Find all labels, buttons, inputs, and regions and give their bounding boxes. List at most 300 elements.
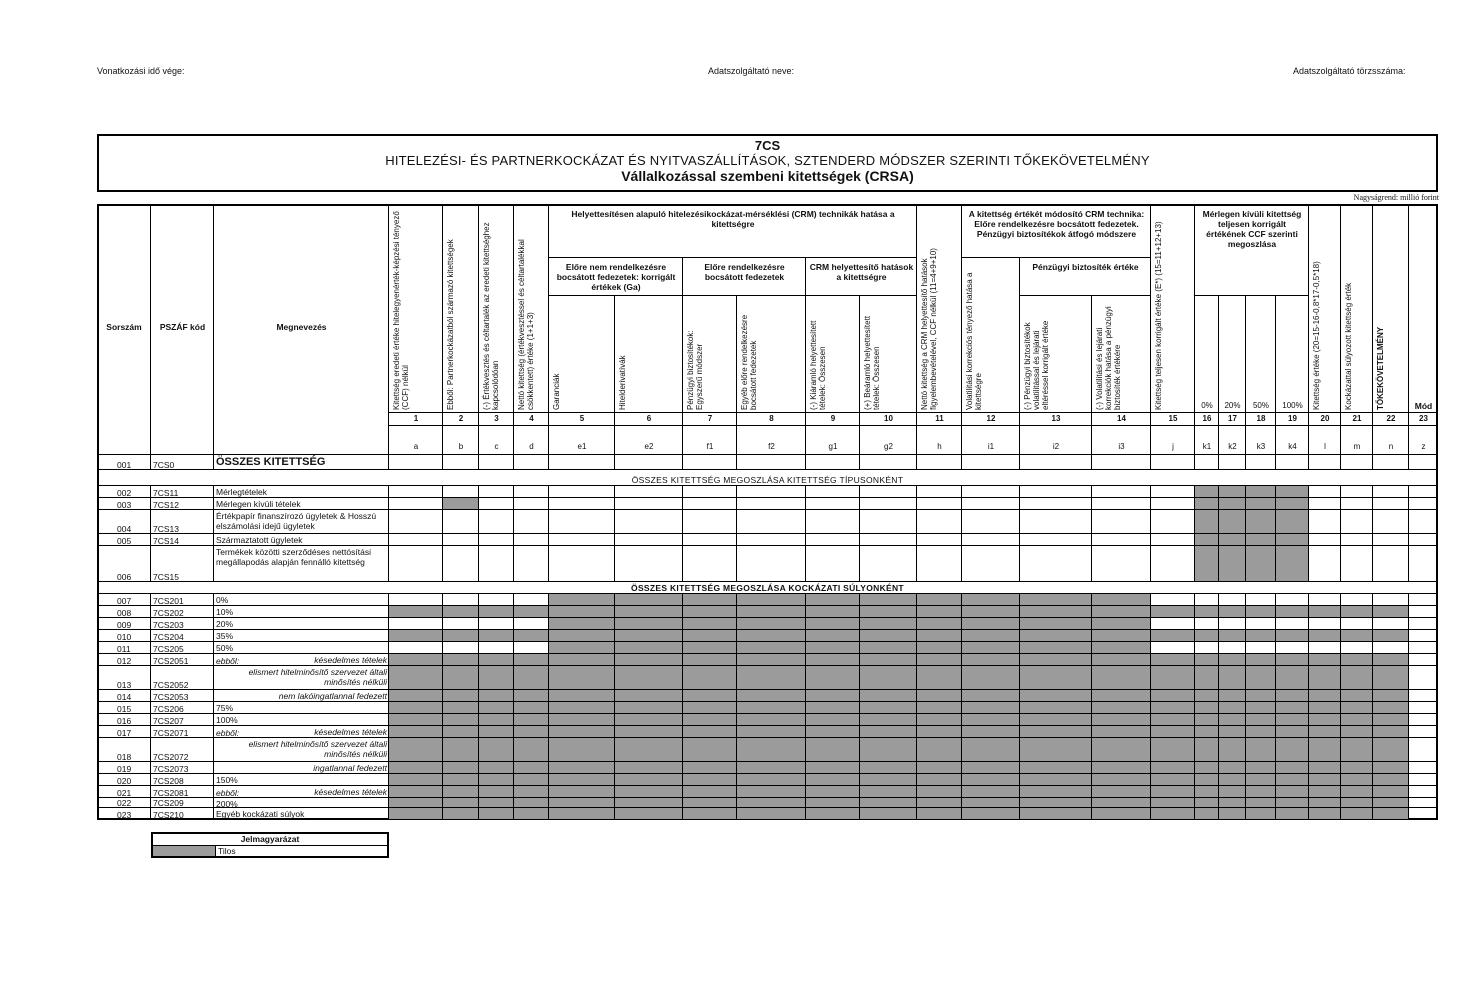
- row-015-cell[interactable]: [1409, 702, 1438, 714]
- row-006-cell[interactable]: [860, 546, 917, 582]
- row-serial-label: 023: [117, 810, 132, 820]
- row-005-cell[interactable]: [806, 534, 860, 546]
- row-019-cell: [1341, 762, 1373, 774]
- legend: [151, 832, 389, 858]
- row-012-cell: [1151, 654, 1195, 666]
- row-001-cell[interactable]: [860, 455, 917, 470]
- row-001-cell[interactable]: [1151, 455, 1195, 470]
- row-007-cell: [962, 594, 1020, 606]
- row-002-cell[interactable]: [1373, 486, 1409, 498]
- header-letter-label: i3: [1118, 442, 1125, 451]
- row-005-cell[interactable]: [1409, 534, 1438, 546]
- row-name-label: 50%: [216, 643, 234, 653]
- row-004-cell[interactable]: [389, 510, 443, 534]
- row-004-cell[interactable]: [1309, 510, 1341, 534]
- row-002-cell[interactable]: [860, 486, 917, 498]
- row-008-cell: [860, 606, 917, 618]
- row-016-cell: [1373, 714, 1409, 726]
- row-005-cell[interactable]: [615, 534, 683, 546]
- row-001-cell[interactable]: [917, 455, 962, 470]
- row-023-cell: [389, 808, 443, 820]
- row-023-cell: [962, 808, 1020, 820]
- row-013-cell: [479, 666, 514, 690]
- header-num-label: 12: [986, 414, 996, 423]
- row-013-cell: [962, 666, 1020, 690]
- row-002-cell[interactable]: [806, 486, 860, 498]
- row-023-cell: [479, 808, 514, 820]
- row-009-cell[interactable]: [1341, 618, 1373, 630]
- row-011-cell[interactable]: [1276, 642, 1309, 654]
- row-020-cell: [1020, 774, 1092, 786]
- row-004-cell[interactable]: [737, 510, 806, 534]
- row-007-cell[interactable]: [1246, 594, 1276, 606]
- row-009-cell[interactable]: [514, 618, 549, 630]
- row-005-cell[interactable]: [1020, 534, 1092, 546]
- row-006-cell[interactable]: [806, 546, 860, 582]
- row-007-cell[interactable]: [443, 594, 479, 606]
- header-funded-label: Előre rendelkezésre bocsátott fedezetek: [704, 262, 785, 282]
- row-code-label: 7CS15: [153, 572, 179, 582]
- row-012-cell: [737, 654, 806, 666]
- row-010-cell[interactable]: [1409, 630, 1438, 642]
- row-004-cell[interactable]: [917, 510, 962, 534]
- row-007-cell: [1092, 594, 1151, 606]
- header-letter-label: k4: [1288, 442, 1297, 451]
- row-005-cell[interactable]: [917, 534, 962, 546]
- row-022-cell: [1276, 798, 1309, 808]
- header-num-label: 20: [1320, 414, 1330, 423]
- row-serial-label: 009: [117, 620, 132, 630]
- row-002-cell[interactable]: [1409, 486, 1438, 498]
- row-010-cell: [683, 630, 737, 642]
- row-004-cell[interactable]: [549, 510, 615, 534]
- row-008-cell: [737, 606, 806, 618]
- row-018-cell: [962, 738, 1020, 762]
- row-004-cell[interactable]: [479, 510, 514, 534]
- row-001-cell[interactable]: [1341, 455, 1373, 470]
- row-code-label: 7CS0: [153, 460, 175, 470]
- row-005-cell[interactable]: [1309, 534, 1341, 546]
- header-col-9-label: (-) Kiáramló helyettesített tételek: Összesen: [809, 320, 827, 410]
- row-017-cell: [860, 726, 917, 738]
- row-001-cell[interactable]: [1246, 455, 1276, 470]
- row-015-cell: [962, 702, 1020, 714]
- row-016-cell[interactable]: [1409, 714, 1438, 726]
- row-011-cell[interactable]: [1341, 642, 1373, 654]
- row-003-cell[interactable]: [615, 498, 683, 510]
- row-002-cell[interactable]: [1341, 486, 1373, 498]
- row-001-cell[interactable]: [615, 455, 683, 470]
- row-017-cell: [1341, 726, 1373, 738]
- row-011-cell[interactable]: [1195, 642, 1219, 654]
- row-003-cell[interactable]: [962, 498, 1020, 510]
- row-003-cell[interactable]: [479, 498, 514, 510]
- row-006-cell: [1219, 546, 1246, 582]
- row-001-cell[interactable]: [806, 455, 860, 470]
- row-002-cell[interactable]: [683, 486, 737, 498]
- row-003-cell[interactable]: [1341, 498, 1373, 510]
- row-003-cell[interactable]: [683, 498, 737, 510]
- row-001-cell[interactable]: [1373, 455, 1409, 470]
- row-008-cell: [1276, 606, 1309, 618]
- row-006-cell[interactable]: [737, 546, 806, 582]
- header-num-label: 11: [935, 414, 944, 423]
- row-001-cell[interactable]: [962, 455, 1020, 470]
- row-004-cell[interactable]: [683, 510, 737, 534]
- row-002-cell[interactable]: [1309, 486, 1341, 498]
- row-015-cell: [737, 702, 806, 714]
- row-020-cell[interactable]: [1409, 774, 1438, 786]
- row-006-cell[interactable]: [1341, 546, 1373, 582]
- row-001-cell[interactable]: [549, 455, 615, 470]
- row-022-cell: [1151, 798, 1195, 808]
- row-009-cell[interactable]: [1373, 618, 1409, 630]
- row-006-cell[interactable]: [1092, 546, 1151, 582]
- row-009-cell[interactable]: [1276, 618, 1309, 630]
- row-016-cell: [1219, 714, 1246, 726]
- row-005-cell[interactable]: [1373, 534, 1409, 546]
- row-005-cell[interactable]: [860, 534, 917, 546]
- row-001-cell[interactable]: [1409, 455, 1438, 470]
- row-009-cell[interactable]: [1219, 618, 1246, 630]
- row-003-cell[interactable]: [1409, 498, 1438, 510]
- row-002-cell[interactable]: [389, 486, 443, 498]
- row-serial-label: 018: [117, 752, 132, 762]
- row-020-cell: [1276, 774, 1309, 786]
- row-005-cell[interactable]: [514, 534, 549, 546]
- row-004-cell[interactable]: [1151, 510, 1195, 534]
- row-018-cell: [443, 738, 479, 762]
- row-023-cell: [683, 808, 737, 820]
- row-code-label: 7CS204: [153, 632, 184, 642]
- row-006-cell[interactable]: [479, 546, 514, 582]
- row-001-cell[interactable]: [443, 455, 479, 470]
- row-012-cell: [479, 654, 514, 666]
- row-011-cell[interactable]: [1309, 642, 1341, 654]
- row-021-cell: [1151, 786, 1195, 798]
- header-num-label: 9: [830, 414, 836, 423]
- row-011-cell: [917, 642, 962, 654]
- row-006-cell[interactable]: [514, 546, 549, 582]
- header-col-8-label: Egyéb előre rendelkezésre bocsátott fedezetek: [740, 314, 758, 410]
- row-010-cell: [737, 630, 806, 642]
- row-002-cell[interactable]: [962, 486, 1020, 498]
- header-num-label: 7: [707, 414, 713, 423]
- row-007-cell[interactable]: [1309, 594, 1341, 606]
- row-007-cell[interactable]: [1409, 594, 1438, 606]
- row-007-cell[interactable]: [479, 594, 514, 606]
- row-011-cell[interactable]: [479, 642, 514, 654]
- row-013-cell[interactable]: [1409, 666, 1438, 690]
- row-005-cell[interactable]: [479, 534, 514, 546]
- row-006-cell[interactable]: [683, 546, 737, 582]
- row-023-cell: [1020, 808, 1092, 820]
- row-013-cell: [1195, 666, 1219, 690]
- row-011-cell[interactable]: [1246, 642, 1276, 654]
- row-serial-label: 002: [117, 488, 132, 498]
- row-007-cell[interactable]: [1373, 594, 1409, 606]
- header-num-label: 8: [769, 414, 774, 423]
- header-num-label: 23: [1419, 414, 1428, 423]
- row-021-cell: [479, 786, 514, 798]
- header-letter-label: g1: [828, 442, 838, 451]
- row-023-cell: [806, 808, 860, 820]
- row-011-cell[interactable]: [1151, 642, 1195, 654]
- row-002-cell[interactable]: [479, 486, 514, 498]
- row-018-cell: [1195, 738, 1219, 762]
- row-001-cell[interactable]: [1020, 455, 1092, 470]
- header-letter-label: z: [1421, 442, 1426, 451]
- row-012-cell: [514, 654, 549, 666]
- row-014-cell: [1020, 690, 1092, 702]
- row-sub-label: késedelmes tételek: [314, 787, 387, 797]
- row-009-cell[interactable]: [389, 618, 443, 630]
- row-021-cell: [917, 786, 962, 798]
- row-004-cell[interactable]: [962, 510, 1020, 534]
- row-004-cell[interactable]: [1409, 510, 1438, 534]
- row-003-cell[interactable]: [514, 498, 549, 510]
- row-019-cell: [1373, 762, 1409, 774]
- row-004-cell[interactable]: [615, 510, 683, 534]
- row-004-cell[interactable]: [1092, 510, 1151, 534]
- row-012-cell: [1373, 654, 1409, 666]
- row-007-cell[interactable]: [514, 594, 549, 606]
- row-sub-label: elismert hitelminősítő szervezet általi minősítés nélküli: [248, 739, 387, 759]
- row-009-cell[interactable]: [1151, 618, 1195, 630]
- section-by-type-label: ÖSSZES KITETTSÉG MEGOSZLÁSA KITETTSÉG TÍPUSONKÉNT: [631, 475, 904, 485]
- row-013-cell: [806, 666, 860, 690]
- row-003-cell[interactable]: [1151, 498, 1195, 510]
- row-022-cell: [860, 798, 917, 808]
- row-019-cell: [917, 762, 962, 774]
- row-003-cell[interactable]: [1020, 498, 1092, 510]
- row-003-cell[interactable]: [549, 498, 615, 510]
- row-015-cell: [1020, 702, 1092, 714]
- row-015-cell: [1276, 702, 1309, 714]
- row-code-label: 7CS207: [153, 716, 184, 726]
- row-019-cell: [1276, 762, 1309, 774]
- row-006-cell[interactable]: [1373, 546, 1409, 582]
- row-023-cell: [1092, 808, 1151, 820]
- row-018-cell: [549, 738, 615, 762]
- row-006-cell[interactable]: [549, 546, 615, 582]
- row-014-cell[interactable]: [1409, 690, 1438, 702]
- row-004-cell[interactable]: [514, 510, 549, 534]
- row-023-cell[interactable]: [1409, 808, 1438, 820]
- row-020-cell: [962, 774, 1020, 786]
- row-006-cell[interactable]: [1309, 546, 1341, 582]
- row-008-cell: [1092, 606, 1151, 618]
- row-013-cell: [1309, 666, 1341, 690]
- header-letter-label: k3: [1256, 442, 1266, 451]
- row-004-cell[interactable]: [860, 510, 917, 534]
- row-005-cell[interactable]: [737, 534, 806, 546]
- row-003-cell[interactable]: [389, 498, 443, 510]
- row-002-cell[interactable]: [1092, 486, 1151, 498]
- row-011-cell[interactable]: [389, 642, 443, 654]
- row-002-cell[interactable]: [514, 486, 549, 498]
- row-011-cell[interactable]: [1219, 642, 1246, 654]
- row-003-cell[interactable]: [860, 498, 917, 510]
- row-008-cell[interactable]: [1409, 606, 1438, 618]
- row-name-label: Egyéb kockázati súlyok: [216, 809, 305, 819]
- row-003-cell: [1195, 498, 1219, 510]
- row-003-cell[interactable]: [806, 498, 860, 510]
- row-001-cell[interactable]: [1219, 455, 1246, 470]
- row-020-cell: [615, 774, 683, 786]
- row-002-cell[interactable]: [1151, 486, 1195, 498]
- row-012-cell: [615, 654, 683, 666]
- row-001-cell[interactable]: [1309, 455, 1341, 470]
- row-022-cell: [1195, 798, 1219, 808]
- row-004-cell[interactable]: [1373, 510, 1409, 534]
- row-001-cell[interactable]: [683, 455, 737, 470]
- row-010-cell: [1151, 630, 1195, 642]
- row-017-cell: [1219, 726, 1246, 738]
- row-001-cell[interactable]: [1276, 455, 1309, 470]
- row-serial-label: 015: [117, 704, 132, 714]
- row-005-cell[interactable]: [1151, 534, 1195, 546]
- row-012-cell: [860, 654, 917, 666]
- row-009-cell[interactable]: [1309, 618, 1341, 630]
- row-006-cell[interactable]: [917, 546, 962, 582]
- row-003-cell[interactable]: [1309, 498, 1341, 510]
- row-009-cell[interactable]: [1246, 618, 1276, 630]
- row-009-cell[interactable]: [479, 618, 514, 630]
- row-sub-label: késedelmes tételek: [314, 727, 387, 737]
- row-004-cell[interactable]: [806, 510, 860, 534]
- row-020-cell: [1309, 774, 1341, 786]
- row-005-cell[interactable]: [683, 534, 737, 546]
- row-002-cell[interactable]: [443, 486, 479, 498]
- header-num-label: 10: [884, 414, 893, 423]
- row-022-cell: [514, 798, 549, 808]
- row-004-cell[interactable]: [1341, 510, 1373, 534]
- row-002-cell[interactable]: [737, 486, 806, 498]
- row-016-cell: [962, 714, 1020, 726]
- row-011-cell[interactable]: [1409, 642, 1438, 654]
- row-005-cell[interactable]: [1092, 534, 1151, 546]
- row-019-cell: [683, 762, 737, 774]
- row-006-cell[interactable]: [615, 546, 683, 582]
- row-011-cell[interactable]: [514, 642, 549, 654]
- row-007-cell[interactable]: [1276, 594, 1309, 606]
- row-002-cell[interactable]: [549, 486, 615, 498]
- row-018-cell: [1092, 738, 1151, 762]
- row-009-cell[interactable]: [1409, 618, 1438, 630]
- row-021-cell: [615, 786, 683, 798]
- row-007-cell[interactable]: [389, 594, 443, 606]
- row-001-cell[interactable]: [1195, 455, 1219, 470]
- row-016-cell: [1092, 714, 1151, 726]
- row-sub-label: ingatlannal fedezett: [313, 763, 387, 773]
- row-008-cell: [683, 606, 737, 618]
- row-004-cell[interactable]: [443, 510, 479, 534]
- row-003-cell[interactable]: [917, 498, 962, 510]
- row-006-cell[interactable]: [1151, 546, 1195, 582]
- row-021-cell: [1276, 786, 1309, 798]
- row-006-cell[interactable]: [962, 546, 1020, 582]
- row-002-cell[interactable]: [1020, 486, 1092, 498]
- row-001-cell[interactable]: [479, 455, 514, 470]
- header-letter-label: i1: [987, 442, 995, 451]
- row-006-cell[interactable]: [1020, 546, 1092, 582]
- row-015-cell: [683, 702, 737, 714]
- row-007-cell[interactable]: [1195, 594, 1219, 606]
- row-018-cell[interactable]: [1409, 738, 1438, 762]
- row-012-cell: [1195, 654, 1219, 666]
- row-005-cell[interactable]: [389, 534, 443, 546]
- row-serial-label: 019: [117, 764, 132, 774]
- row-003-cell[interactable]: [737, 498, 806, 510]
- row-013-cell: [1341, 666, 1373, 690]
- row-007-cell[interactable]: [1341, 594, 1373, 606]
- row-022-cell[interactable]: [1409, 798, 1438, 808]
- row-003-cell[interactable]: [1092, 498, 1151, 510]
- row-serial-label: 010: [117, 632, 132, 642]
- row-015-cell: [443, 702, 479, 714]
- row-006-cell[interactable]: [443, 546, 479, 582]
- row-007-cell[interactable]: [1219, 594, 1246, 606]
- row-020-cell: [737, 774, 806, 786]
- row-001-cell[interactable]: [737, 455, 806, 470]
- row-007-cell[interactable]: [1151, 594, 1195, 606]
- row-001-cell[interactable]: [514, 455, 549, 470]
- row-017-cell: [1020, 726, 1092, 738]
- row-019-cell[interactable]: [1409, 762, 1438, 774]
- row-005-cell[interactable]: [549, 534, 615, 546]
- header-num-label: 6: [646, 414, 652, 423]
- row-011-cell[interactable]: [1373, 642, 1409, 654]
- row-022-cell: [917, 798, 962, 808]
- row-017-cell: [1373, 726, 1409, 738]
- row-018-cell: [860, 738, 917, 762]
- row-002-cell[interactable]: [615, 486, 683, 498]
- row-019-cell: [806, 762, 860, 774]
- row-017-cell[interactable]: [1409, 726, 1438, 738]
- row-004-cell[interactable]: [1020, 510, 1092, 534]
- row-012-cell[interactable]: [1409, 654, 1438, 666]
- row-005-cell[interactable]: [1341, 534, 1373, 546]
- row-003-cell[interactable]: [1373, 498, 1409, 510]
- row-006-cell[interactable]: [1409, 546, 1438, 582]
- row-serial-label: 005: [117, 536, 132, 546]
- row-009-cell[interactable]: [1195, 618, 1219, 630]
- row-name-label: 20%: [216, 619, 234, 629]
- row-021-cell: [1195, 786, 1219, 798]
- row-009-cell[interactable]: [443, 618, 479, 630]
- row-019-cell: [443, 762, 479, 774]
- row-013-cell: [549, 666, 615, 690]
- row-002-cell[interactable]: [917, 486, 962, 498]
- header-name-label: Megnevezés: [276, 322, 327, 332]
- row-012-cell: [1309, 654, 1341, 666]
- row-001-cell[interactable]: [389, 455, 443, 470]
- row-011-cell[interactable]: [443, 642, 479, 654]
- row-010-cell: [443, 630, 479, 642]
- row-013-cell: [737, 666, 806, 690]
- row-001-cell[interactable]: [1092, 455, 1151, 470]
- row-006-cell[interactable]: [389, 546, 443, 582]
- row-021-cell: [1309, 786, 1341, 798]
- row-014-cell: [1309, 690, 1341, 702]
- row-005-cell[interactable]: [443, 534, 479, 546]
- row-023-cell: [549, 808, 615, 820]
- row-021-cell[interactable]: [1409, 786, 1438, 798]
- row-005-cell[interactable]: [962, 534, 1020, 546]
- header-col-21-label: Kockázattal súlyozott kitettség érték: [1344, 282, 1353, 410]
- row-015-cell: [1219, 702, 1246, 714]
